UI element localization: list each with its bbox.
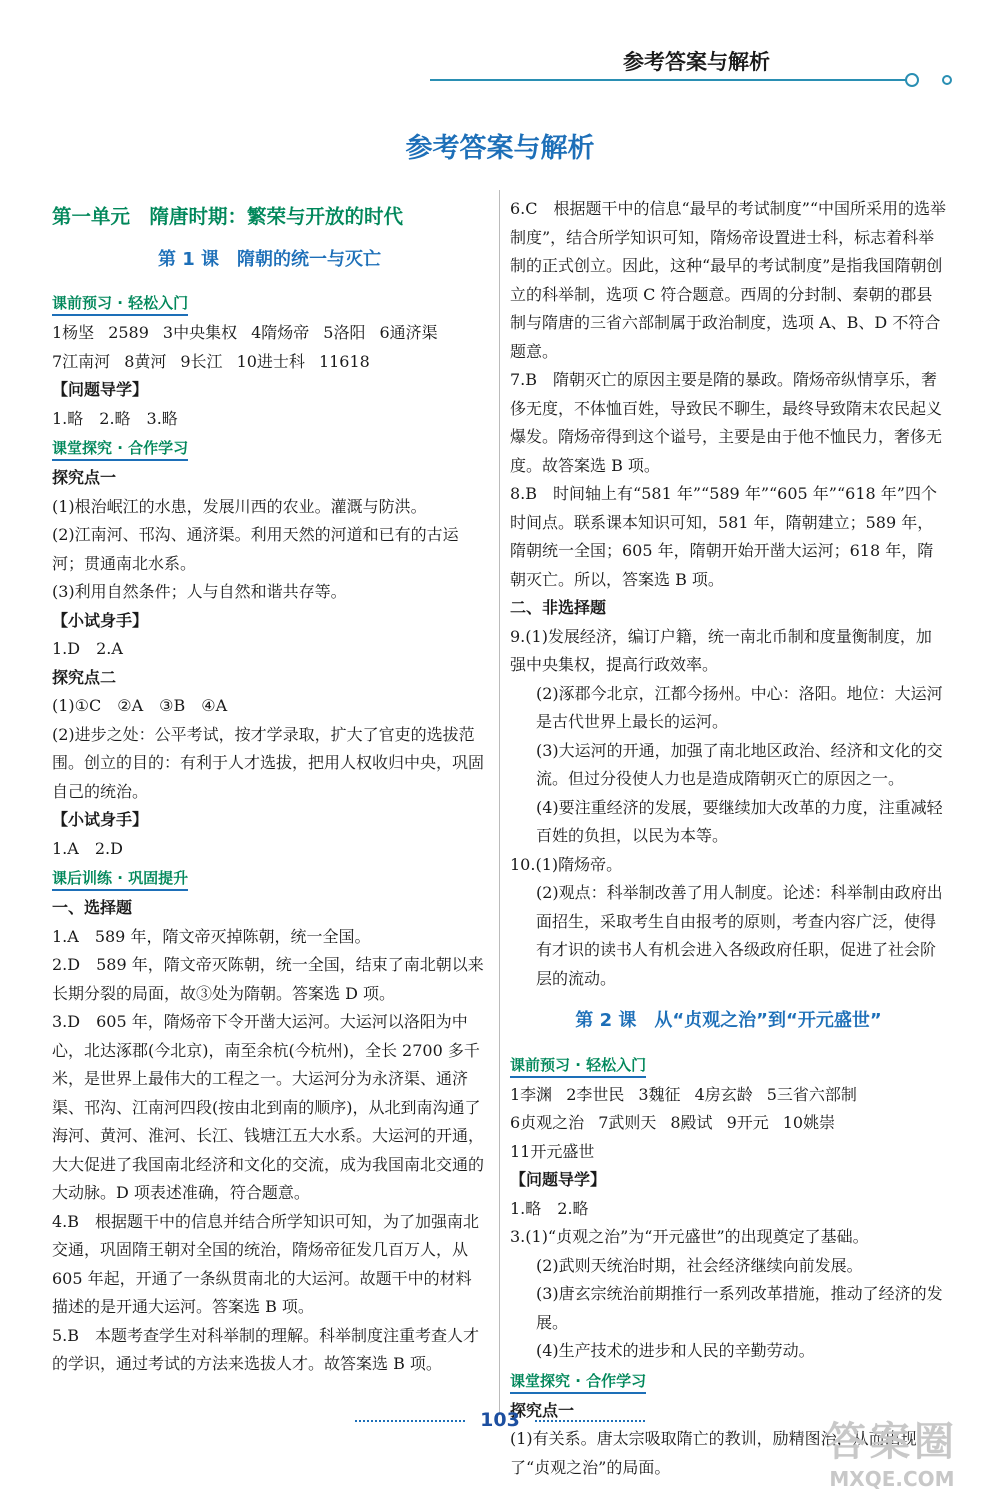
page-number-ornament — [355, 1420, 465, 1422]
blank-item: 1李渊 — [510, 1084, 553, 1104]
unit-title: 第一单元 隋唐时期：繁荣与开放的时代 — [52, 205, 404, 228]
q10-answer: 10.(1)隋炀帝。 — [510, 854, 623, 874]
header-rule-circle — [942, 75, 952, 85]
guide-heading: 【问题导学】 — [510, 1170, 607, 1189]
blank-item: 4隋炀帝 — [251, 323, 310, 342]
choice-answer: 2.D 589 年，隋文帝灭陈朝，统一全国，结束了南北朝以来长期分裂的局面，故③处为隋朝。答案选 D 项。 — [52, 955, 484, 1003]
choice-heading: 一、选择题 — [52, 898, 133, 917]
blank-item: 6通济渠 — [379, 323, 438, 342]
blank-item: 11开元盛世 — [510, 1141, 595, 1161]
watermark — [812, 1410, 972, 1491]
section-preview: 课前预习 · 轻松入门 — [510, 1054, 646, 1078]
lesson2-blanks — [510, 1081, 947, 1167]
guide-answers: 1.略 2.略 3.略 — [52, 408, 178, 428]
blank-item: 5洛阳 — [323, 323, 366, 342]
point2-heading: 探究点二 — [52, 667, 117, 687]
blank-item: 4房玄龄 — [694, 1084, 753, 1104]
left-column — [52, 195, 487, 1379]
section-preview: 课前预习 · 轻松入门 — [52, 292, 188, 316]
choice-answer: 7.B 隋朝灭亡的原因主要是隋的暴政。隋炀帝纵情享乐，奢侈无度，不体恤百姓，导致民不聊生，最终导致隋末农民起义爆发。隋炀帝得到这个谥号，主要是由于他不恤民力，奢侈无度。故答案选 B 项。 — [510, 370, 943, 475]
q9-answer: (3)大运河的开通，加强了南北地区政治、经济和文化的交流。但过分役使人力也是造成隋朝灭亡的原因之一。 — [536, 740, 943, 788]
q3-answer: (2)武则天统治时期，社会经济继续向前发展。 — [536, 1255, 863, 1275]
q9-answer: (2)涿郡今北京，江都今扬州。中心：洛阳。地位：大运河是古代世界上最长的运河。 — [536, 683, 943, 731]
q9-answer: 9.(1)发展经济，编订户籍，统一南北币制和度量衡制度，加强中央集权，提高行政效率。 — [510, 626, 932, 674]
q9-answer: (4)要注重经济的发展，要继续加大改革的力度，注重减轻百姓的负担，以民为本等。 — [536, 797, 943, 845]
blank-item: 2李世民 — [566, 1084, 625, 1104]
blank-item: 11618 — [318, 351, 370, 371]
point2-answer: (2)进步之处：公平考试，按才学录取，扩大了官吏的选拔范围。创立的目的：有利于人才选拔，把用人权收归中央，巩固自己的统治。 — [52, 724, 485, 801]
lesson2-title: 第 2 课 从“贞观之治”到“开元盛世” — [575, 1010, 882, 1031]
choice-answer: 4.B 根据题干中的信息并结合所学知识可知，为了加强南北交通，巩固隋王朝对全国的统治，隋炀帝征发几百万人，从 605 年起，开通了一条纵贯南北的大运河。故题干中的材料描述的是开通大运河。答案选 B 项。 — [52, 1211, 480, 1316]
blank-item: 3中央集权 — [162, 323, 238, 342]
header-title: 参考答案与解析 — [623, 50, 770, 74]
blank-item: 5三省六部制 — [766, 1084, 857, 1104]
choice-answer: 6.C 根据题干中的信息“最早的考试制度”“中国所采用的选举制度”，结合所学知识可知，隋炀帝设置进士科，标志着科举制的正式创立。因此，这种“最早的考试制度”是指我国隋朝创立的科举制，选项 C 符合题意。西周的分封制、秦朝的郡县制与隋唐的三省六部制属于政治制度，选项 A、B、D 不符合题意。 — [510, 199, 947, 361]
blank-item: 8殿试 — [670, 1113, 713, 1132]
choice-answer: 3.D 605 年，隋炀帝下令开凿大运河。大运河以洛阳为中心，北达涿郡(今北京)，南至余杭(今杭州)，全长 2700 多千米，是世界上最伟大的工程之一。大运河分为永济渠、通济渠、邗沟、江南河四段(按由北到南的顺序)，从北到南沟通了海河、黄河、淮河、长江、钱塘江五大水系。大运河的开通，大大促进了我国南北经济和文化的交流，成为我国南北交通的大动脉。D 项表述准确，符合题意。 — [52, 1012, 485, 1202]
guide-answers: 1.略 2.略 — [510, 1198, 589, 1218]
try2-answer: 1.A 2.D — [52, 838, 123, 858]
point1-heading: 探究点一 — [510, 1400, 575, 1420]
blank-item: 8黄河 — [124, 351, 167, 371]
try2-heading: 【小试身手】 — [52, 810, 149, 829]
blank-item: 3魏征 — [638, 1084, 681, 1104]
blank-item: 10姚崇 — [782, 1113, 836, 1132]
watermark-url: MXQE.COM — [829, 1467, 955, 1491]
section-class: 课堂探究 · 合作学习 — [510, 1370, 646, 1394]
lesson1-blanks — [52, 319, 487, 376]
blank-item: 1杨坚 — [52, 323, 95, 342]
choice-answer: 5.B 本题考查学生对科举制的理解。科举制度注重考查人才的学识，通过考试的方法来选拔人才。故答案选 B 项。 — [52, 1325, 480, 1373]
blank-item: 10进士科 — [236, 351, 305, 371]
choice-answer: 8.B 时间轴上有“581 年”“589 年”“605 年”“618 年”四个时间点。联系课本知识可知，581 年，隋朝建立；589 年，隋朝统一全国；605 年，隋朝开始开凿大运河；618 年，隋朝灭亡。所以，答案选 B 项。 — [510, 484, 937, 589]
main-title: 参考答案与解析 — [405, 133, 595, 164]
q3-answer: (3)唐玄宗统治前期推行一系列改革措施，推动了经济的发展。 — [536, 1284, 943, 1332]
header-rule — [430, 79, 908, 81]
blank-item: 7江南河 — [52, 351, 111, 371]
nonchoice-heading: 二、非选择题 — [510, 598, 607, 617]
point1-heading: 探究点一 — [52, 468, 117, 487]
page-number: 103 — [480, 1409, 520, 1431]
q3-answer: 3.(1)“贞观之治”为“开元盛世”的出现奠定了基础。 — [510, 1227, 869, 1246]
watermark-logo: 答案圈 — [826, 1419, 958, 1465]
page-number-ornament — [535, 1420, 645, 1422]
blank-item: 7武则天 — [598, 1113, 657, 1132]
try1-answer: 1.D 2.A — [52, 639, 123, 658]
point1-answer: (3)利用自然条件；人与自然和谐共存等。 — [52, 582, 347, 601]
blank-item: 2589 — [108, 323, 149, 342]
point1-answer: (1)有关系。唐太宗吸取隋亡的教训，励精图治，从而出现了“贞观之治”的局面。 — [510, 1429, 917, 1477]
choice-answer: 1.A 589 年，隋文帝灭掉陈朝，统一全国。 — [52, 926, 371, 946]
point2-answer: (1)①C ②A ③B ④A — [52, 696, 228, 715]
right-column — [510, 195, 947, 1482]
guide-heading: 【问题导学】 — [52, 380, 149, 399]
header-rule-circle — [905, 73, 919, 87]
blank-item: 9长江 — [180, 351, 223, 371]
column-divider — [499, 190, 500, 1415]
section-class: 课堂探究 · 合作学习 — [52, 437, 188, 461]
lesson1-title: 第 1 课 隋朝的统一与灭亡 — [157, 248, 382, 270]
point1-answer: (2)江南河、邗沟、通济渠。利用天然的河道和已有的古运河；贯通南北水系。 — [52, 525, 459, 573]
point1-answer: (1)根治岷江的水患，发展川西的农业。灌溉与防洪。 — [52, 496, 427, 516]
q10-answer: (2)观点：科举制改善了用人制度。论述：科举制由政府出面招生，采取考生自由报考的原则，考查内容广泛，使得有才识的读书人有机会进入各级政府任职，促进了社会阶层的流动。 — [536, 883, 943, 988]
q3-answer: (4)生产技术的进步和人民的辛勤劳动。 — [536, 1341, 815, 1360]
try1-heading: 【小试身手】 — [52, 610, 149, 630]
blank-item: 9开元 — [726, 1113, 769, 1132]
section-after: 课后训练 · 巩固提升 — [52, 867, 188, 891]
blank-item: 6贞观之治 — [510, 1113, 585, 1132]
